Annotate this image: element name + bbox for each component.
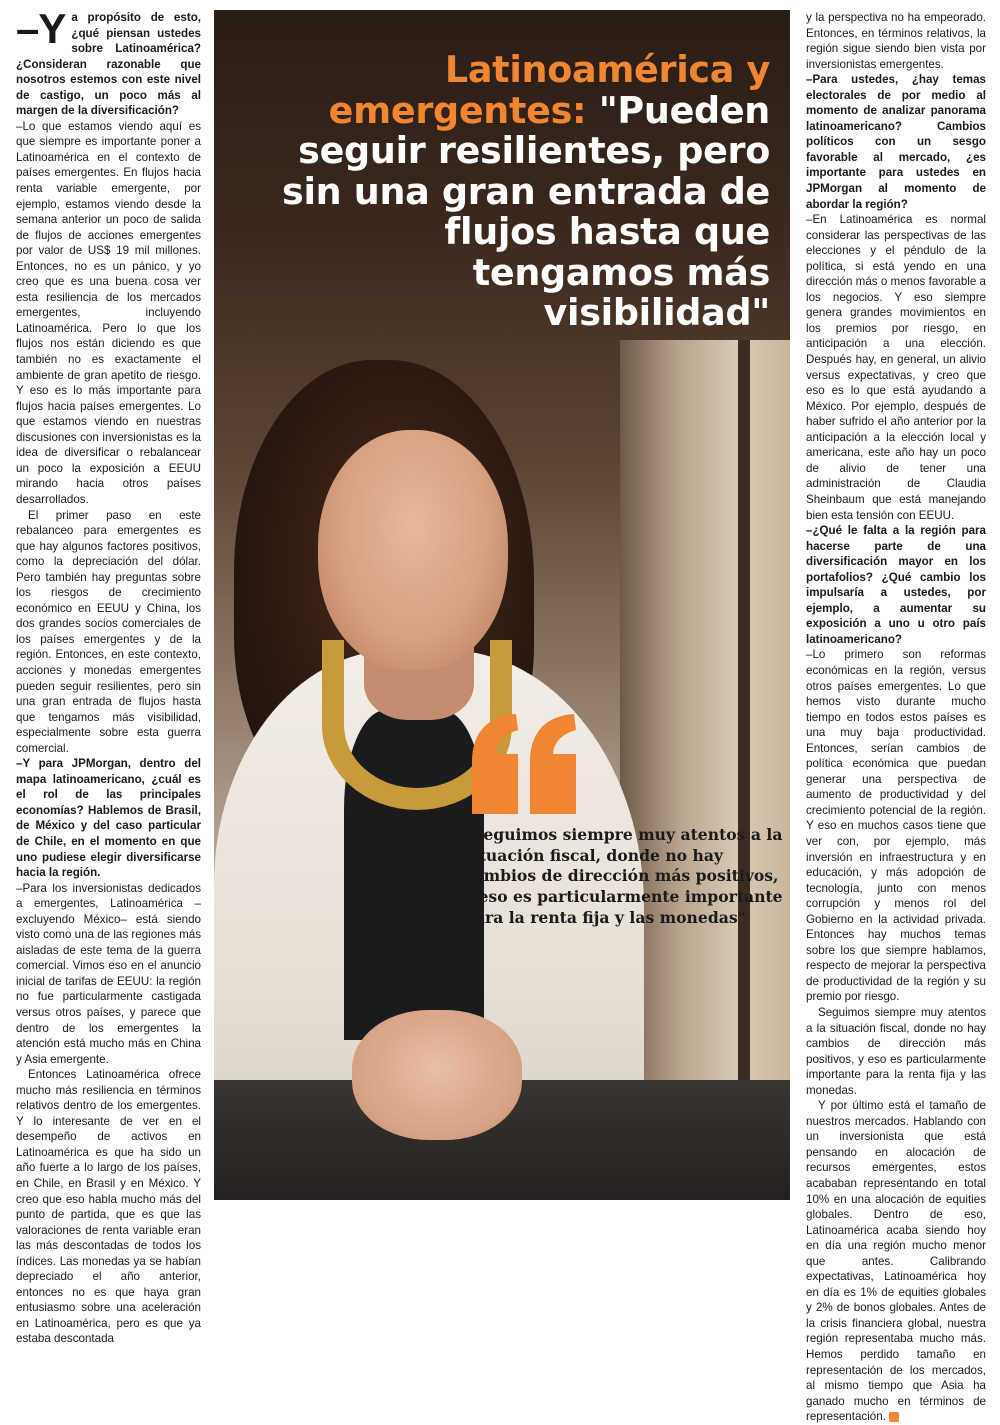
- headline-quote: "Pueden seguir resilientes, pero sin una gran entrada de flujos hasta que tengamos más visibilidad": [282, 88, 770, 334]
- interview-answer: –En Latinoamérica es normal considerar las perspectivas de las elecciones y el péndulo de la política, si está yendo en una dirección más o menos favorable a los negocios. Y eso siempre genera grandes movimientos en los premios por riesgo, en anticipación a una elección. Después hay, en general, un alivio versus expectativas, y creo que eso es lo que está ayudando a México. Por ejemplo, después de haber sufrido el año anterior por la anticipación a la elección local y americana, este año hay un poco de alivio de tener una administración de Claudia Sheinbaum que está manejando bien esta tensión con EEUU.: [806, 213, 986, 522]
- portrait-photo: [214, 10, 790, 1200]
- pull-quote: "Seguimos siempre muy atentos a la situación fiscal, donde no hay cambios de dirección más positivos, y eso es particularmente importante para la renta fija y las monedas": [464, 825, 783, 927]
- article-right-column: [806, 10, 986, 1425]
- interview-question: –¿Qué le falta a la región para hacerse parte de una diversificación mayor en los portafolios? ¿Qué cambio los impulsaría a ustedes, por ejemplo, a aumentar su exposición a uno u otro país latinoamericano?: [806, 524, 986, 646]
- photo-subject-face: [318, 430, 508, 670]
- article-left-column: [16, 5, 201, 1347]
- dropcap: –Y: [16, 5, 66, 52]
- article-paragraph: El primer paso en este rebalanceo para emergentes es que hay algunos factores positivos, como la depreciación del dólar. Pero también hay preguntas sobre los riesgos de crecimiento económico en EEUU y China, los dos grandes socios comerciales de los países emergentes y de la región. Entonces, en este contexto, acciones y monedas emergentes pueden seguir resilientes, pero sin una gran entrada de flujos hasta que tengamos más visibilidad, especialmente sobre esta guerra comercial.: [16, 508, 201, 755]
- headline-accent: Latinoamérica y emergentes:: [328, 48, 770, 132]
- headline: [250, 50, 770, 334]
- interview-question: –Y para JPMorgan, dentro del mapa latinoamericano, ¿cuál es el rol de las principales economías? Hablemos de Brasil, de México y del caso particular de Chile, en el momento en que uno pudiese elegir diversificarse hacia la región.: [16, 757, 201, 880]
- closing-paragraph-text: Y por último está el tamaño de nuestros mercados. Hablando con un inversionista que está pensando en alocación de recursos emergentes, estos acababan representando en total 10% en una alocación de equities globales. Dentro de eso, Latinoamérica acaba siendo hoy en día una región mucho menor que antes. Calibrando expectativas, Latinoamérica hoy en día es 1% de equities globales y 2% de bonos globales. Antes de la crisis financiera global, nuestra región representaba mucho más. Hemos perdido tamaño en representación de los mercados, al mismo tiempo que Asia ha ganado mucho en términos de representación.: [806, 1099, 986, 1424]
- article-paragraph: Seguimos siempre muy atentos a la situación fiscal, donde no hay cambios de dirección más positivos, y eso es particularmente importante para la renta fija y las monedas.: [806, 1006, 986, 1097]
- interview-question: –Para ustedes, ¿hay temas electorales de por medio al momento de analizar panorama latinoamericano? Cambios políticos con un sesgo favorable al mercado, ¿es importante para ustedes en JPMorgan al momento de abordar la región?: [806, 73, 986, 211]
- quote-mark-icon: [464, 712, 584, 822]
- photo-background-frame: [738, 340, 750, 1160]
- article-paragraph: Entonces Latinoamérica ofrece mucho más resiliencia en términos relativos dentro de los emergentes. Y lo interesante de ver en el desempeño de activos en Latinoamérica es que ha sido un año fuerte a lo largo de los países, en Chile, en Brasil y en México. Y creo que eso habla mucho más del punto de partida, que es que las valoraciones de renta variable eran las más descontadas de todos los índices. Las monedas ya se habían depreciado el año anterior, entonces no es que haya gran entusiasmo sobre una aceleración en Latinoamérica, pero es que ya estaba descontada: [16, 1068, 201, 1346]
- interview-answer: –Para los inversionistas dedicados a emergentes, Latinoamérica –excluyendo México– está siendo visto como una de las regiones más aisladas de este tema de la guerra comercial. Vimos eso en el anuncio inicial de tarifas de EEUU: la región no fue particularmente castigada versus otros países, y parece que dentro de los emergentes la atención está mucho más en China y Asia emergente.: [16, 881, 201, 1066]
- interview-question: [16, 5, 201, 119]
- interview-answer: –Lo que estamos viendo aquí es que siempre es importante poner a Latinoamérica en el contexto de países emergentes. En flujos hacia renta variable emergente, por ejemplo, estamos viendo desde la semana anterior un poco de salida de flujos de acciones emergentes por valor de US$ 19 mil millones. Entonces, no es un pánico, y yo creo que es una buena cosa ver esta resiliencia de los mercados emergentes, incluyendo Latinoamérica. Pero lo que los flujos nos están diciendo es que también no es exactamente el ambiente de gran apetito de riesgo. Y eso es lo más importante para flujos hacia países emergentes. Lo que estamos viendo en nuestras discusiones con inversionistas es la idea de diversificar o rebalancear un poco la exposición a EEUU mirando hacia otros países desarrollados.: [16, 119, 201, 506]
- photo-subject-hands: [352, 1010, 522, 1140]
- interview-answer: –Lo primero son reformas económicas en la región, versus otros países emergentes. Lo que hemos visto durante mucho tiempo en todos estos países es una muy baja productividad. Entonces, serían cambios de política económica que puedan generar una perspectiva de aumento de productividad y del crecimiento potencial de la región. Y eso en muchos casos tiene que ver con, por ejemplo, más inversión en infraestructura y en educación, y más adopción de tecnología, junto con menos corrupción y menos rol del Gobierno en la actividad privada. Entonces hay muchos temas sobre los que siempre hablamos, respecto de mejorar la perspectiva de productividad de la región y su premio por riesgo.: [806, 648, 986, 1004]
- photo-background-window: [620, 340, 790, 1160]
- article-paragraph: [806, 1098, 986, 1424]
- end-mark-icon: [889, 1412, 899, 1422]
- article-paragraph: y la perspectiva no ha empeorado. Entonces, en términos relativos, la región sigue siendo bien vista por inversionistas emergentes.: [806, 11, 986, 71]
- question-text: a propósito de esto, ¿qué piensan ustedes sobre Latinoamérica? ¿Consideran razonable que nosotros estemos con este nivel de castigo, un poco más al margen de la diversificación?: [16, 11, 201, 118]
